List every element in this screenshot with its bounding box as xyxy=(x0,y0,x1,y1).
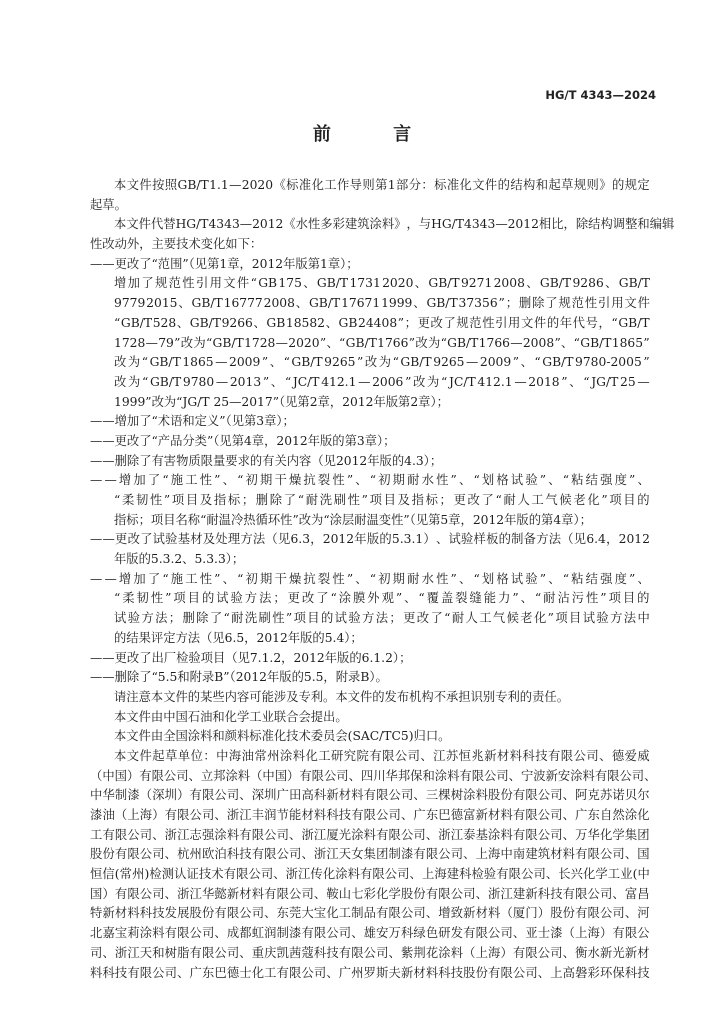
text-line: 性改动外，主要技术变化如下： xyxy=(90,237,263,252)
standard-number: HG/T 4343—2024 xyxy=(545,88,656,102)
text-line: 本文件由中国石油和化学工业联合会提出。 xyxy=(114,709,348,724)
text-line: 本 文 件 起 草 单 位 ： 中 海 油 常 州 涂 料 化 工 研 究 院 有 限 公 司 、 江 苏 恒 兆 新 材 料 科 技 有 限 公 司 、 德 爱 威 xyxy=(114,748,650,763)
text-line: 特 新 材 料 科 技 发 展 股 份 有 限 公 司 、 东 莞 大 宝 化 工 制 品 有 限 公 司 、 增 致 新 材 料 （ 厦 门 ） 股 份 有 限 公 司 、 河 xyxy=(90,906,650,921)
text-line: （ 中 国 ） 有 限 公 司 、 立 邦 涂 料 （ 中 国 ） 有 限 公 司 、 四 川 华 邦 保 和 涂 料 有 限 公 司 、 宁 波 新 安 涂 料 有 限 公 司 、 xyxy=(90,768,657,783)
text-line: 起草。 xyxy=(90,197,127,212)
text-line: “ GB/T 528 、 GB/T 9266 、 GB 18582 、 GB 24408 ” ； 更 改 了 规 范 性 引 用 文 件 的 年 代 号 ， “ GB/T xyxy=(114,315,650,330)
text-line: ——增加了“术语和定义”（见第3章）； xyxy=(90,414,295,429)
text-line: ——更改了“产品分类”（见第4章，2012年版的第3章）； xyxy=(90,433,396,448)
text-line: “ 柔 韧 性 ” 项 目 及 指 标 ； 删 除 了 “ 耐 洗 刷 性 ” 项 目 及 指 标 ； 更 改 了 “ 耐 人 工 气 候 老 化 ” 项 目 的 xyxy=(114,493,650,507)
text-line: 司 、 浙 江 天 和 树 脂 有 限 公 司 、 重 庆 凯 茜 蔻 科 技 有 限 公 司 、 紫 荆 花 涂 料 （ 上 海 ） 有 限 公 司 、 衡 水 新 光 新 材 xyxy=(90,945,650,960)
text-line: 的结果评定方法（见6.5，2012年版的5.4）； xyxy=(114,630,363,645)
text-line: ——删除了有害物质限量要求的有关内容（见2012年版的4.3）； xyxy=(90,453,443,468)
text-line: ——删除了“5.5和附录B”（2012年版的5.5，附录B）。 xyxy=(90,670,388,685)
text-line: 股 份 有 限 公 司 、 杭 州 欧 泊 科 技 有 限 公 司 、 浙 江 天 女 集 团 制 漆 有 限 公 司 、 上 海 中 南 建 筑 材 料 有 限 公 司 、 国 xyxy=(90,847,650,862)
text-line: 年版的5.3.2、5.3.3）； xyxy=(114,552,245,567)
text-line: 中 华 制 漆 （ 深 圳 ） 有 限 公 司 、 深 圳 广 田 高 科 新 材 料 有 限 公 司 、 三 棵 树 涂 料 股 份 有 限 公 司 、 阿 克 苏 诺 贝 尔 xyxy=(90,788,650,803)
text-line: 改 为 “ GB/T 9780 — 2013 ” 、 “ JC/T 412.1 — 2006 ” 改 为 “ JC/T 412.1 — 2018 ” 、 “ JG/T 25 — xyxy=(114,374,650,389)
text-line: 恒 信 ( 常 州 ) 检 测 认 证 技 术 有 限 公 司 、 浙 江 传 化 涂 料 有 限 公 司 、 上 海 建 科 检 验 有 限 公 司 、 长 兴 化 学 工 业 ( 中 xyxy=(90,867,650,882)
text-line: 本 文 件 按 照 GB/T 1.1 — 2020 《 标 准 化 工 作 导 则 第 1 部 分 ： 标 准 化 文 件 的 结 构 和 起 草 规 则 》 的 规 定 xyxy=(114,178,650,192)
text-line: 漆 油 （ 上 海 ） 有 限 公 司 、 浙 江 丰 润 节 能 材 料 科 技 有 限 公 司 、 广 东 巴 德 富 新 材 料 有 限 公 司 、 广 东 自 然 涂 化 xyxy=(90,808,650,822)
foreword-body xyxy=(90,176,675,983)
text-line: 1999”改为“JG/T 25—2017”（见第2章，2012年版第2章）； xyxy=(114,394,449,409)
text-line: 工 有 限 公 司 、 浙 江 志 强 涂 料 有 限 公 司 、 浙 江 厦 光 涂 料 有 限 公 司 、 浙 江 泰 基 涂 料 有 限 公 司 、 万 华 化 学 集 团 xyxy=(90,827,650,842)
text-line: — — 增 加 了 “ 施 工 性 ” 、 “ 初 期 干 燥 抗 裂 性 ” 、 “ 初 期 耐 水 性 ” 、 “ 划 格 试 验 ” 、 “ 粘 结 强 度 ” 、 xyxy=(90,571,650,586)
text-line: ——更改了出厂检验项目（见7.1.2，2012年版的6.1.2）； xyxy=(90,650,412,665)
text-line: — — 增 加 了 “ 施 工 性 ” 、 “ 初 期 干 燥 抗 裂 性 ” 、 “ 初 期 耐 水 性 ” 、 “ 划 格 试 验 ” 、 “ 粘 结 强 度 ” 、 xyxy=(90,473,650,488)
text-line: 改 为 “ GB/T 1865 — 2009 ” 、 “ GB/T 9265 ” 改 为 “ GB/T 9265 — 2009 ” 、 “ GB/T 9780-2005 ” xyxy=(114,355,650,370)
text-line: 试 验 方 法 ； 删 除 了 “ 耐 洗 刷 性 ” 项 目 的 试 验 方 法 ； 更 改 了 “ 耐 人 工 气 候 老 化 ” 项 目 试 验 方 法 中 xyxy=(114,611,650,626)
text-line: 请注意本文件的某些内容可能涉及专利。本文件的发布机构不承担识别专利的责任。 xyxy=(114,689,569,704)
text-line: 增 加 了 规 范 性 引 用 文 件 “ GB 175 、 GB/T 1731 2020 、 GB/T 9271 2008 、 GB/T 9286 、 GB/T xyxy=(114,276,650,291)
text-line: 北 嘉 宝 莉 涂 料 有 限 公 司 、 成 都 虹 润 制 漆 有 限 公 司 、 雄 安 万 科 绿 色 研 发 有 限 公 司 、 亚 士 漆 （ 上 海 ） 有 限 公 xyxy=(90,926,650,941)
text-line: “ 柔 韧 性 ” 项 目 的 试 验 方 法 ； 更 改 了 “ 涂 膜 外 观 ” 、 “ 覆 盖 裂 缝 能 力 ” 、 “ 耐 沾 污 性 ” 项 目 的 xyxy=(114,591,650,606)
text-line: 指标；项目名称“耐温冷热循环性”改为“涂层耐温变性”（见第5章，2012年版的第4章）； xyxy=(114,512,592,527)
text-line: 料 科 技 有 限 公 司 、 广 东 巴 德 士 化 工 有 限 公 司 、 广 州 罗 斯 夫 新 材 料 科 技 股 份 有 限 公 司 、 上 高 磐 彩 环 保 科 技 xyxy=(90,965,650,980)
page-title: 前 言 xyxy=(312,124,440,145)
text-line: 国 ） 有 限 公 司 、 浙 江 华 懿 新 材 料 有 限 公 司 、 鞍 山 七 彩 化 学 股 份 有 限 公 司 、 浙 江 建 新 科 技 有 限 公 司 、 富 昌 xyxy=(90,886,650,901)
text-line: 本 文 件 代 替 HG/T 4343 — 2012 《 水 性 多 彩 建 筑 涂 料 》 ， 与 HG/T 4343 — 2012 相 比 ， 除 结 构 调 整 和 编 辑 xyxy=(114,217,675,232)
text-line: 本文件由全国涂料和颜料标准化技术委员会(SAC/TC5)归口。 xyxy=(114,729,451,744)
text-line: — — 更 改 了 试 验 基 材 及 处 理 方 法 （ 见 6.3 ， 2012 年 版 的 5.3.1 ） 、 试 验 样 板 的 制 备 方 法 （ 见 6.4 ， 2012 xyxy=(90,532,650,547)
text-line: ——更改了“范围”（见第1章，2012年版第1章）； xyxy=(90,256,359,271)
text-line: 9779 2015 、 GB/T 16777 2008 、 GB/T 17671 1999 、 GB/T 37356 ” ； 删 除 了 规 范 性 引 用 文 件 xyxy=(114,296,650,311)
text-line: 1728 — 79 ” 改 为 “ GB/T 1728 — 2020 ” 、 “ GB/T 1766 ” 改 为 “ GB/T 1766 — 2008 ” 、 “ GB/T 1865 ” xyxy=(114,335,650,350)
